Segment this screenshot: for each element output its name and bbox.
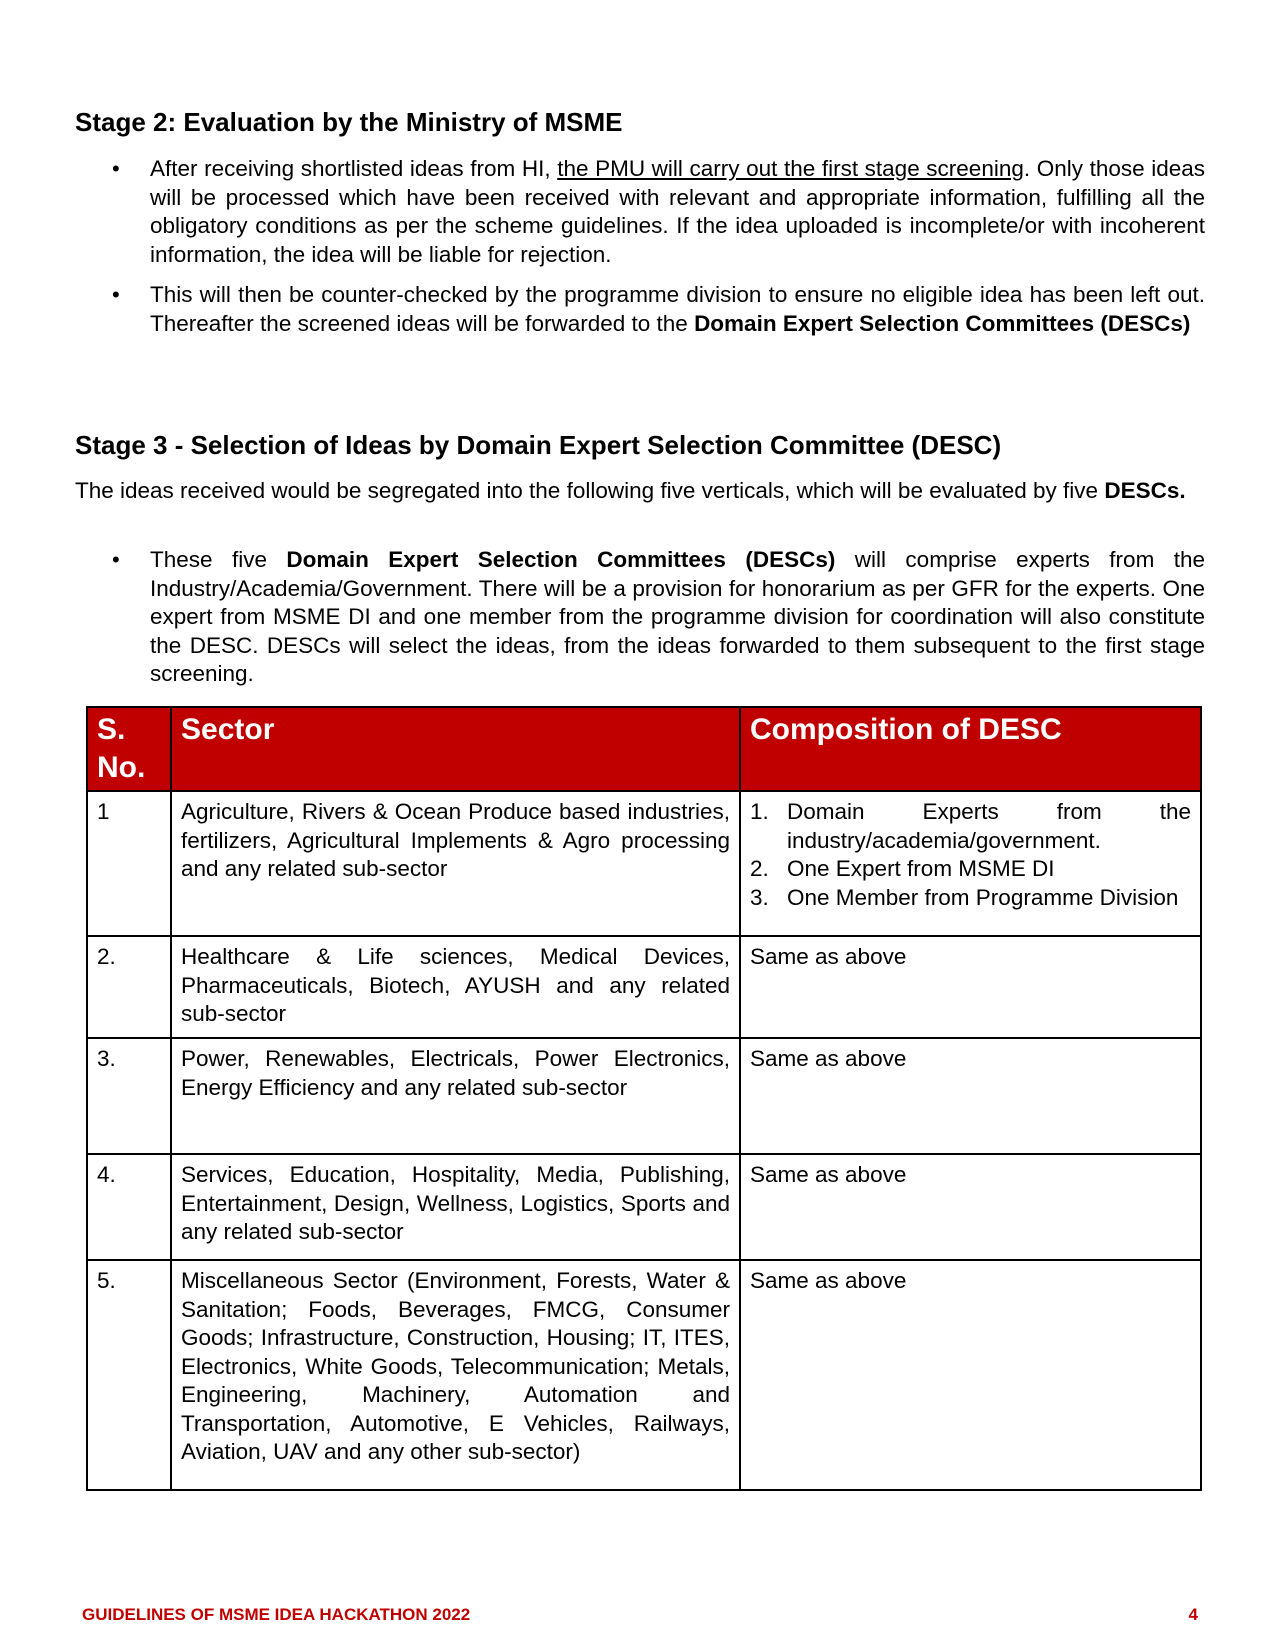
- cell-sno: 1: [87, 791, 171, 936]
- cell-composition: Same as above: [740, 936, 1201, 1038]
- cell-sno: 3.: [87, 1038, 171, 1154]
- page-number: 4: [1188, 1605, 1198, 1624]
- table-row: [87, 791, 1201, 936]
- stage2-bullet-1: • After receiving shortlisted ideas from HI, the PMU will carry out the first stage screening. Only those ideas will be processed which have been received with relevant and appropriate information, fulfilling all the obligatory conditions as per the scheme guidelines. If the idea uploaded is incomplete/or with incoherent information, the idea will be liable for rejection.: [0, 155, 1205, 269]
- stage3-bullet-list: [0, 546, 1205, 701]
- header-sno: S. No.: [87, 707, 171, 791]
- table-row: [87, 1154, 1201, 1260]
- table-row: [87, 1260, 1201, 1490]
- table-header-row: [87, 707, 1201, 791]
- stage2-bullet-2: • This will then be counter-checked by the programme division to ensure no eligible idea has been left out. Thereafter the screened ideas will be forwarded to the Domain Expert Selection Committees (DESCs): [0, 281, 1205, 338]
- cell-sector: Power, Renewables, Electricals, Power Electronics, Energy Efficiency and any related sub-sector: [171, 1038, 740, 1154]
- cell-sector: Miscellaneous Sector (Environment, Forests, Water & Sanitation; Foods, Beverages, FMCG, Consumer Goods; Infrastructure, Construction, Housing; IT, ITES, Electronics, White Goods, Telecommunication; Metals, Engineering, Machinery, Automation and Transportation, Automotive, E Vehicles, Railways, Aviation, UAV and any other sub-sector): [171, 1260, 740, 1490]
- table-row: [87, 936, 1201, 1038]
- stage3-intro: The ideas received would be segregated into the following five verticals, which will be evaluated by five DESCs.: [75, 478, 1186, 503]
- header-sector: Sector: [171, 707, 740, 791]
- cell-sno: 2.: [87, 936, 171, 1038]
- cell-sno: 5.: [87, 1260, 171, 1490]
- cell-composition: Same as above: [740, 1154, 1201, 1260]
- header-composition: Composition of DESC: [740, 707, 1201, 791]
- cell-sno: 4.: [87, 1154, 171, 1260]
- cell-composition: [740, 791, 1201, 936]
- stage3-heading: Stage 3 - Selection of Ideas by Domain Expert Selection Committee (DESC): [75, 430, 1002, 460]
- desc-table: [86, 706, 1202, 1491]
- composition-list: [750, 798, 1191, 912]
- cell-sector: Healthcare & Life sciences, Medical Devices, Pharmaceuticals, Biotech, AYUSH and any related sub-sector: [171, 936, 740, 1038]
- stage2-bullet-list: [0, 155, 1205, 350]
- cell-composition: Same as above: [740, 1038, 1201, 1154]
- page-footer: [82, 1605, 1198, 1625]
- cell-sector: Services, Education, Hospitality, Media, Publishing, Entertainment, Design, Wellness, Logistics, Sports and any related sub-sector: [171, 1154, 740, 1260]
- table-row: [87, 1038, 1201, 1154]
- underlined-text: the PMU will carry out the first stage screening: [557, 156, 1024, 181]
- composition-item: 2. One Expert from MSME DI: [750, 856, 1055, 881]
- footer-title: GUIDELINES OF MSME IDEA HACKATHON 2022: [82, 1605, 471, 1624]
- stage2-heading: Stage 2: Evaluation by the Ministry of MSME: [75, 107, 623, 137]
- cell-composition: Same as above: [740, 1260, 1201, 1490]
- composition-item: 1. Domain Experts from the industry/academia/government.: [750, 799, 1191, 853]
- composition-item: 3. One Member from Programme Division: [750, 884, 1179, 910]
- cell-sector: Agriculture, Rivers & Ocean Produce based industries, fertilizers, Agricultural Implements & Agro processing and any related sub-sector: [171, 791, 740, 936]
- stage3-bullet-1: • These five Domain Expert Selection Committees (DESCs) will comprise experts from the Industry/Academia/Government. There will be a provision for honorarium as per GFR for the experts. One expert from MSME DI and one member from the programme division for coordination will also constitute the DESC. DESCs will select the ideas, from the ideas forwarded to them subsequent to the first stage screening.: [0, 546, 1205, 689]
